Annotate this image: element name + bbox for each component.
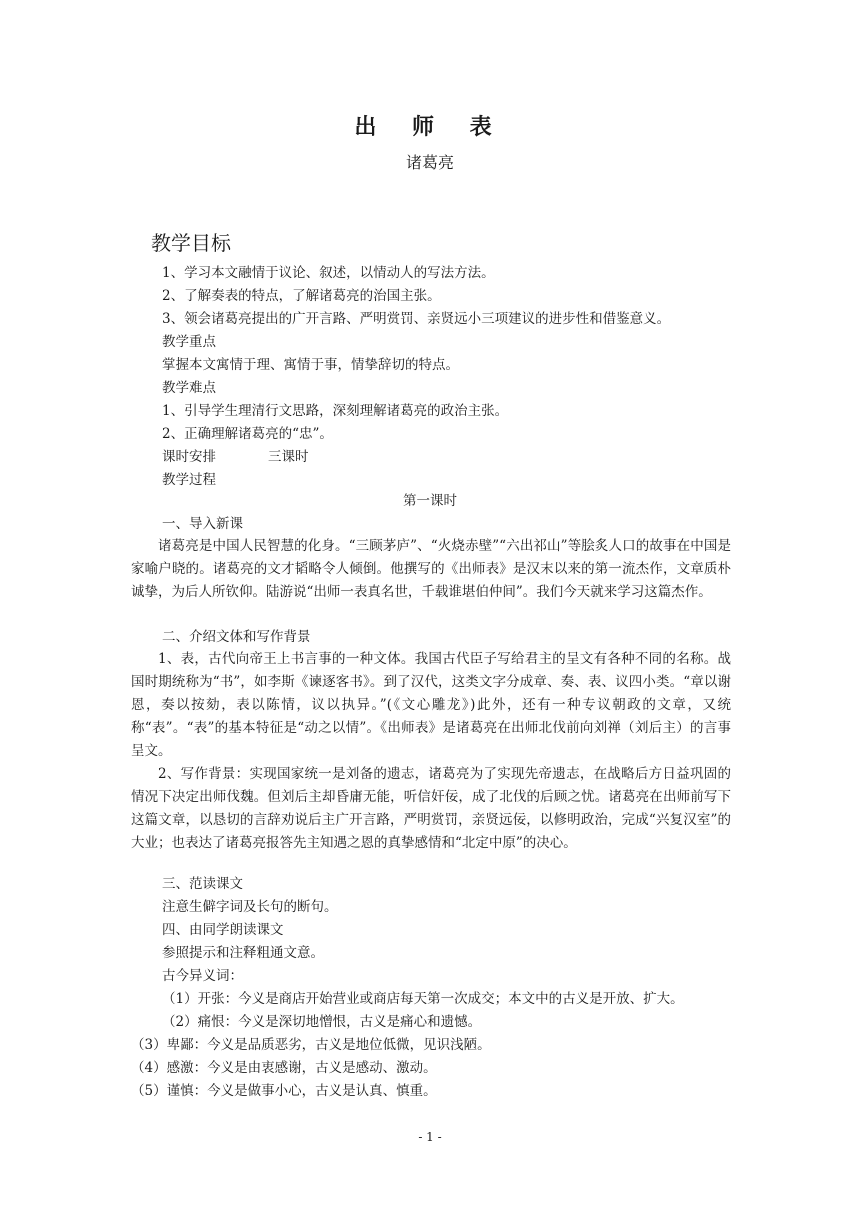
section-2-paragraph-1: 1、表，古代向帝王上书言事的一种文体。我国古代臣子写给君主的呈文有各种不同的名称。战国时期统称为“书”，如李斯《谏逐客书》。到了汉代，这类文字分成章、奏、表、议四小类。“章以谢恩，奏以按劾，表以陈情，议以执异。”(《文心雕龙》)此外，还有一种专议朝政的文章，又统称“表”。“表”的基本特征是“动之以情”。《出师表》是诸葛亮在出师北伐前向刘禅（刘后主）的言事呈文。 bbox=[131, 651, 731, 759]
lesson-title: 第一课时 bbox=[403, 493, 457, 509]
section-3-title: 三、范读课文 bbox=[162, 876, 243, 892]
section-4-title: 四、由同学朗读课文 bbox=[162, 922, 284, 938]
key-points-text: 掌握本文寓情于理、寓情于事，情挚辞切的特点。 bbox=[162, 357, 459, 373]
difficulties-label: 教学难点 bbox=[162, 380, 216, 396]
difficulty-item: 1、引导学生理清行文思路，深刻理解诸葛亮的政治主张。 bbox=[162, 403, 509, 419]
difficulty-item: 2、正确理解诸葛亮的“忠”。 bbox=[162, 426, 333, 442]
section-1-title: 一、导入新课 bbox=[162, 516, 243, 532]
document-title: 出 师 表 bbox=[354, 115, 506, 140]
objective-item: 1、学习本文融情于议论、叙述，以情动人的写法方法。 bbox=[162, 265, 495, 281]
word-item: （4）感激：今义是由衷感谢，古义是感动、激动。 bbox=[131, 1060, 437, 1076]
words-label: 古今异义词： bbox=[162, 968, 243, 984]
page-number: - 1 - bbox=[418, 1130, 442, 1144]
word-item: （5）谨慎：今义是做事小心，古义是认真、慎重。 bbox=[131, 1083, 437, 1099]
section-heading: 教学目标 bbox=[151, 231, 231, 255]
section-2-paragraph-2: 2、写作背景：实现国家统一是刘备的遗志，诸葛亮为了实现先帝遗志，在战略后方日益巩固的情况下决定出师伐魏。但刘后主却昏庸无能，听信奸佞，成了北伐的后顾之忧。诸葛亮在出师前写下这篇文章，以恳切的言辞劝说后主广开言路，严明赏罚，亲贤远佞，以修明政治，完成“兴复汉室”的大业；也表达了诸葛亮报答先主知遇之恩的真挚感情和“北定中原”的决心。 bbox=[131, 766, 731, 851]
process-label: 教学过程 bbox=[162, 472, 216, 488]
section-3-text: 注意生僻字词及长句的断句。 bbox=[162, 899, 338, 915]
word-item: （3）卑鄙：今义是品质恶劣，古义是地位低微，见识浅陋。 bbox=[131, 1037, 491, 1053]
author-name: 诸葛亮 bbox=[405, 153, 454, 172]
objective-item: 2、了解奏表的特点，了解诸葛亮的治国主张。 bbox=[162, 288, 441, 304]
section-4-text: 参照提示和注释粗通文意。 bbox=[162, 945, 324, 961]
schedule-value: 三课时 bbox=[268, 449, 309, 465]
section-1-text: 诸葛亮是中国人民智慧的化身。“三顾茅庐”、“火烧赤壁”“六出祁山”等脍炙人口的故事在中国是家喻户晓的。诸葛亮的文才韬略令人倾倒。他撰写的《出师表》是汉末以来的第一流杰作，文章质朴诚挚，为后人所钦仰。陆游说“出师一表真名世，千载谁堪伯仲间”。我们今天就来学习这篇杰作。 bbox=[131, 538, 731, 600]
objective-item: 3、领会诸葛亮提出的广开言路、严明赏罚、亲贤远小三项建议的进步性和借鉴意义。 bbox=[162, 311, 671, 327]
schedule-label: 课时安排 bbox=[162, 449, 216, 465]
word-item: （1）开张：今义是商店开始营业或商店每天第一次成交；本文中的古义是开放、扩大。 bbox=[162, 991, 684, 1007]
word-item: （2）痛恨：今义是深切地憎恨，古义是痛心和遗憾。 bbox=[162, 1014, 482, 1030]
key-points-label: 教学重点 bbox=[162, 334, 216, 350]
section-2-title: 二、介绍文体和写作背景 bbox=[162, 629, 311, 645]
